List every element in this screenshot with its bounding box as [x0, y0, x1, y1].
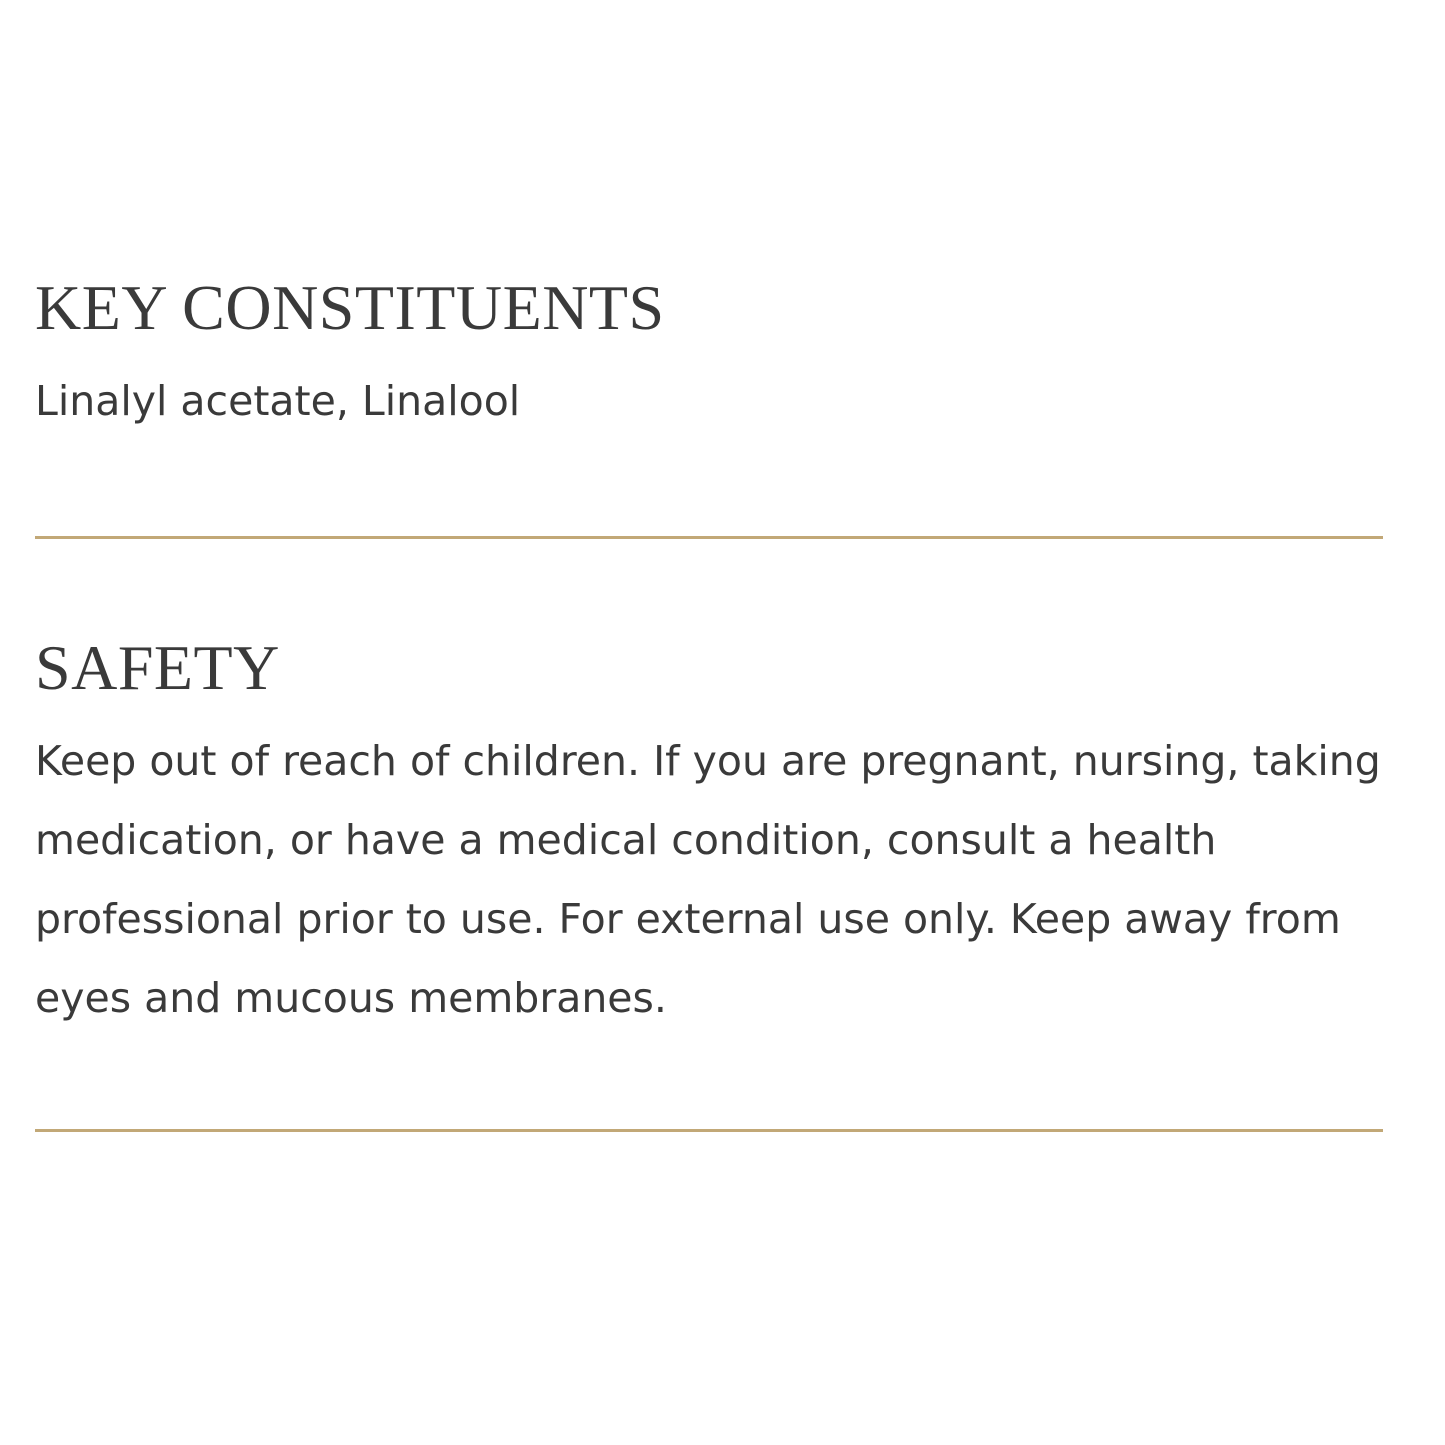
- section-divider: [35, 1129, 1383, 1132]
- key-constituents-heading: KEY CONSTITUENTS: [35, 272, 665, 343]
- safety-heading: SAFETY: [35, 632, 280, 703]
- key-constituents-text: Linalyl acetate, Linalool: [35, 377, 521, 425]
- safety-text: Keep out of reach of children. If you are pregnant, nursing, taking medication, or have a medical condition, consult a health professional prior to use. For external use only. Keep away from eyes and mucous membranes.: [35, 737, 1381, 1022]
- safety-section: [35, 632, 1383, 1038]
- section-divider: [35, 536, 1383, 539]
- key-constituents-section: [35, 272, 1383, 441]
